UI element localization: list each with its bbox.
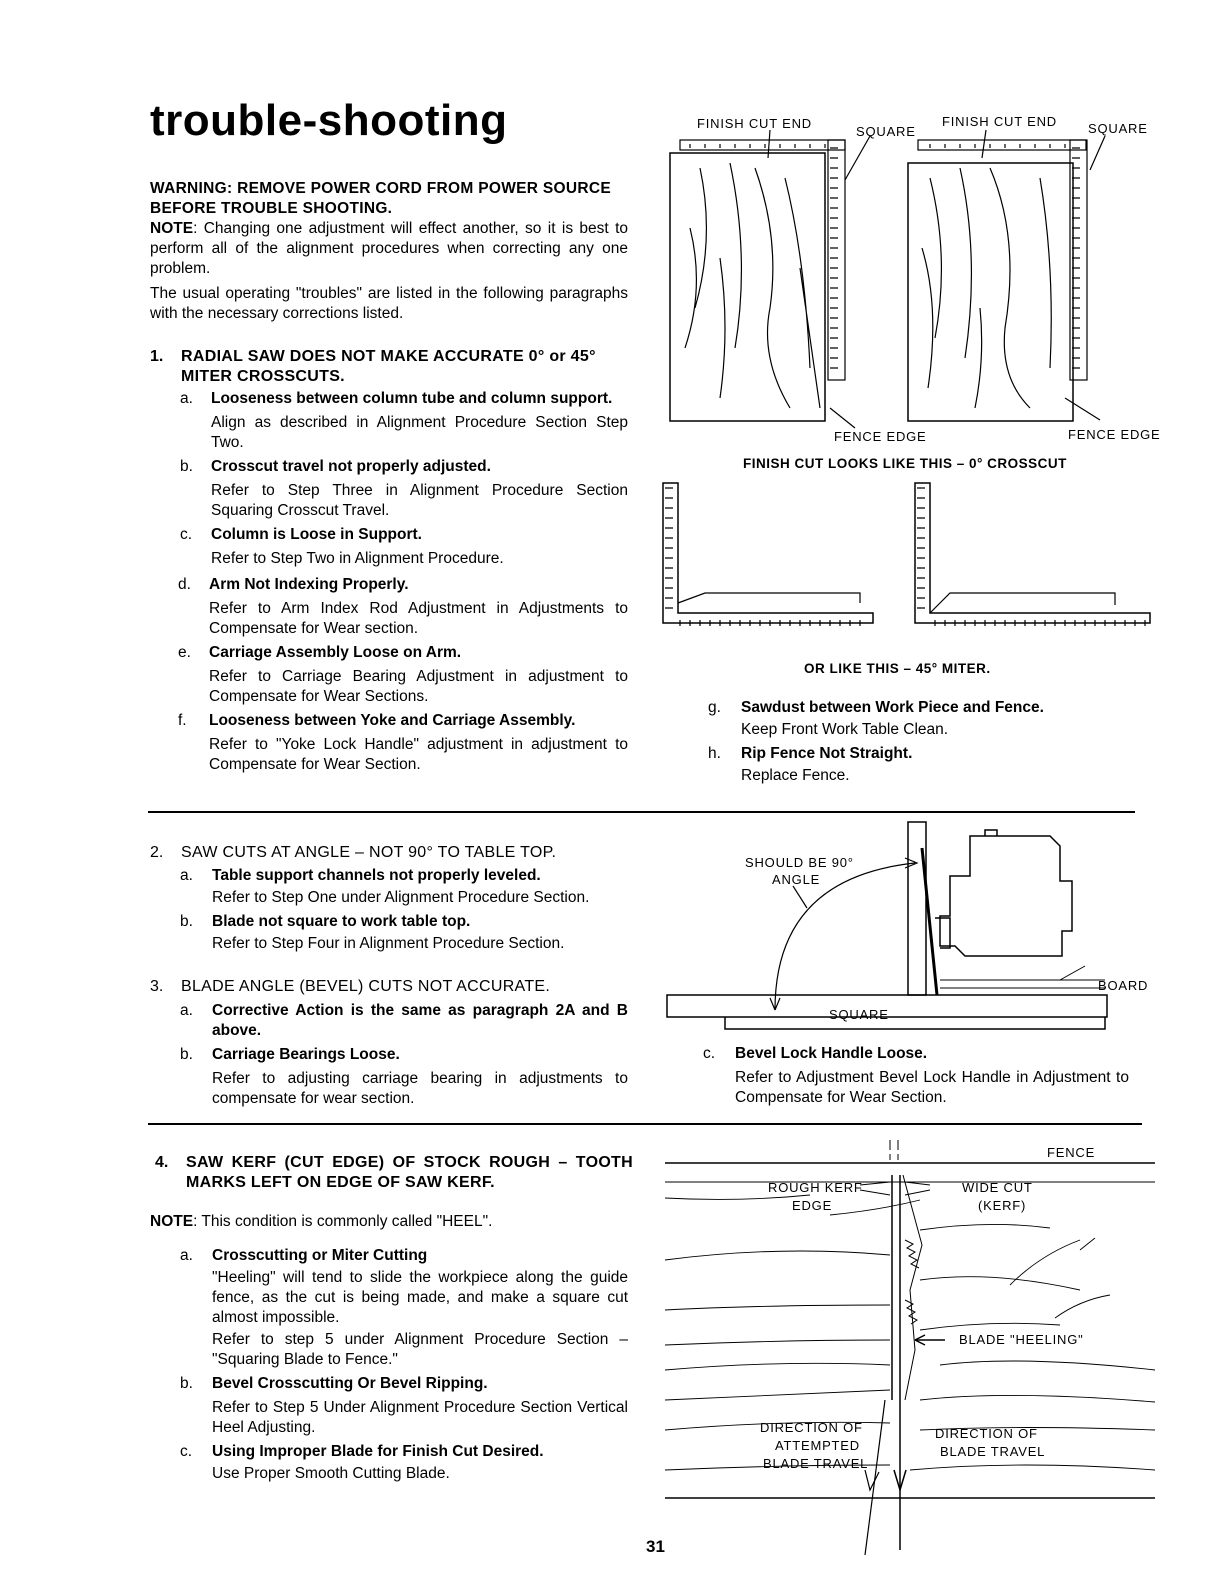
item-body: Refer to Step Two in Alignment Procedure.	[211, 550, 504, 567]
section-4-heading: SAW KERF (CUT EDGE) OF STOCK ROUGH – TOOTH MARKS LEFT ON EDGE OF SAW KERF.	[186, 1154, 633, 1191]
section-divider	[148, 811, 1135, 813]
item-body: Refer to Step Four in Alignment Procedure Section.	[212, 935, 565, 952]
section-3-heading: BLADE ANGLE (BEVEL) CUTS NOT ACCURATE.	[181, 978, 551, 995]
label-rough-kerf-edge: EDGE	[792, 1198, 833, 1213]
section-3-items	[180, 1001, 628, 1109]
finish-cut-figure	[660, 108, 1160, 648]
note-text: : This condition is commonly called "HEEL".	[193, 1213, 493, 1230]
item-body: Refer to Adjustment Bevel Lock Handle in Adjustment to Compensate for Wear Section.	[735, 1069, 1129, 1106]
blade-angle-figure	[665, 818, 1135, 1043]
section-2-items	[180, 866, 628, 954]
section-1-number: 1.	[150, 348, 164, 365]
list-item	[708, 744, 1128, 786]
list-item	[180, 1001, 628, 1041]
section-4-number: 4.	[155, 1154, 169, 1171]
note-label: NOTE	[150, 1213, 194, 1230]
section-2	[150, 843, 630, 863]
label-rough-kerf: ROUGH KERF	[768, 1180, 863, 1195]
label-direction-attempted-1: DIRECTION OF	[760, 1420, 863, 1435]
item-heading: Carriage Assembly Loose on Arm.	[209, 644, 462, 661]
label-should-be-90: SHOULD BE 90°	[745, 855, 854, 870]
item-body: Refer to Step 5 Under Alignment Procedure Section Vertical Heel Adjusting.	[212, 1399, 628, 1436]
item-body: Keep Front Work Table Clean.	[741, 721, 949, 738]
item-letter: c.	[180, 526, 193, 543]
item-heading: Using Improper Blade for Finish Cut Desired.	[212, 1443, 544, 1460]
section-divider	[148, 1123, 1142, 1125]
label-fence: FENCE	[1047, 1145, 1096, 1160]
section-2-heading: SAW CUTS AT ANGLE – NOT 90° TO TABLE TOP.	[181, 844, 557, 861]
item-body: Use Proper Smooth Cutting Blade.	[212, 1465, 450, 1482]
list-item	[180, 711, 628, 775]
label-kerf: (KERF)	[978, 1198, 1027, 1213]
item-letter: a.	[180, 1002, 193, 1019]
label-square-fig2: SQUARE	[829, 1007, 889, 1022]
label-square-1: SQUARE	[856, 124, 916, 139]
list-item	[180, 457, 628, 521]
list-item	[180, 1045, 628, 1109]
label-direction-travel-1: DIRECTION OF	[935, 1426, 1038, 1441]
item-body: Refer to "Yoke Lock Handle" adjustment in adjustment to Compensate for Wear Section.	[209, 736, 628, 773]
item-body-2: Refer to step 5 under Alignment Procedure Section – "Squaring Blade to Fence."	[212, 1331, 628, 1368]
figure-caption-miter: OR LIKE THIS – 45° MITER.	[804, 661, 991, 676]
item-heading: Looseness between Yoke and Carriage Assembly.	[209, 712, 576, 729]
list-item	[180, 525, 628, 569]
item-letter: g.	[708, 699, 721, 716]
item-heading: Bevel Lock Handle Loose.	[735, 1045, 928, 1062]
page-number: 31	[646, 1537, 665, 1556]
label-finish-cut-end-1: FINISH CUT END	[697, 116, 812, 131]
item-heading: Table support channels not properly leveled.	[212, 867, 541, 884]
section-1	[150, 347, 628, 387]
section-1-items	[180, 389, 628, 775]
item-heading: Carriage Bearings Loose.	[212, 1046, 400, 1063]
item-letter: a.	[180, 1247, 193, 1264]
item-letter: b.	[180, 913, 193, 930]
item-body: Refer to Carriage Bearing Adjustment in adjustment to Compensate for Wear Sections.	[209, 668, 628, 705]
item-heading: Looseness between column tube and column support.	[211, 390, 613, 407]
label-angle: ANGLE	[772, 872, 821, 887]
note-label: NOTE	[150, 220, 194, 237]
item-body: Align as described in Alignment Procedure Section Step Two.	[211, 414, 628, 451]
item-letter: h.	[708, 745, 721, 762]
note-paragraph	[150, 219, 628, 279]
label-finish-cut-end-2: FINISH CUT END	[942, 114, 1057, 129]
item-letter: e.	[178, 644, 191, 661]
section-1-items-right	[708, 698, 1128, 786]
section-4-note	[150, 1212, 630, 1232]
item-heading: Crosscut travel not properly adjusted.	[211, 458, 491, 475]
item-body: Refer to Step Three in Alignment Procedure Section Squaring Crosscut Travel.	[211, 482, 628, 519]
label-direction-attempted-3: BLADE TRAVEL	[763, 1456, 869, 1471]
note-text: : Changing one adjustment will effect another, so it is best to perform all of the alignment procedures when correcting any one problem.	[150, 220, 628, 277]
list-item	[180, 1442, 628, 1484]
item-letter: c.	[703, 1045, 716, 1062]
section-4-items	[180, 1246, 628, 1484]
list-item	[180, 389, 628, 453]
item-letter: d.	[178, 576, 191, 593]
item-letter: a.	[180, 867, 193, 884]
item-body: Refer to adjusting carriage bearing in adjustments to compensate for wear section.	[212, 1070, 628, 1107]
item-body: Refer to Arm Index Rod Adjustment in Adjustments to Compensate for Wear section.	[209, 600, 628, 637]
section-3	[150, 977, 630, 997]
item-heading: Rip Fence Not Straight.	[741, 745, 913, 762]
list-item	[180, 643, 628, 707]
item-heading: Arm Not Indexing Properly.	[209, 576, 409, 593]
section-2-number: 2.	[150, 844, 164, 861]
label-blade-heeling: BLADE "HEELING"	[959, 1332, 1084, 1347]
list-item	[708, 698, 1128, 740]
item-letter: a.	[180, 390, 193, 407]
heeling-figure	[660, 1140, 1165, 1555]
item-heading: Corrective Action is the same as paragraph 2A and B above.	[212, 1002, 628, 1039]
section-4	[155, 1153, 633, 1193]
label-board: BOARD	[1098, 978, 1149, 993]
list-item	[180, 575, 628, 639]
figure-caption-crosscut: FINISH CUT LOOKS LIKE THIS – 0° CROSSCUT	[743, 456, 1067, 471]
page-title: trouble-shooting	[150, 96, 508, 145]
item-heading: Sawdust between Work Piece and Fence.	[741, 699, 1044, 716]
label-fence-edge-2: FENCE EDGE	[1068, 427, 1161, 442]
item-letter: c.	[180, 1443, 193, 1460]
label-direction-travel-2: BLADE TRAVEL	[940, 1444, 1046, 1459]
section-3-number: 3.	[150, 978, 164, 995]
section-1-heading: RADIAL SAW DOES NOT MAKE ACCURATE 0° or 45° MITER CROSSCUTS.	[181, 348, 596, 385]
intro-paragraph: The usual operating "troubles" are listed in the following paragraphs with the necessary corrections listed.	[150, 285, 628, 322]
label-fence-edge-1: FENCE EDGE	[834, 429, 927, 444]
item-letter: f.	[178, 712, 187, 729]
item-letter: b.	[180, 1046, 193, 1063]
list-item	[703, 1044, 1129, 1108]
warning-text: WARNING: REMOVE POWER CORD FROM POWER SOURCE BEFORE TROUBLE SHOOTING.	[150, 180, 611, 217]
list-item	[180, 1374, 628, 1438]
list-item	[180, 1246, 628, 1370]
item-body: "Heeling" will tend to slide the workpiece along the guide fence, as the cut is being made, and make a square cut almost impossible.	[212, 1269, 628, 1326]
label-square-2: SQUARE	[1088, 121, 1148, 136]
item-letter: b.	[180, 458, 193, 475]
label-wide-cut: WIDE CUT	[962, 1180, 1033, 1195]
item-heading: Blade not square to work table top.	[212, 913, 471, 930]
list-item	[180, 866, 628, 908]
item-heading: Column is Loose in Support.	[211, 526, 422, 543]
item-body: Refer to Step One under Alignment Procedure Section.	[212, 889, 590, 906]
item-heading: Crosscutting or Miter Cutting	[212, 1247, 428, 1264]
item-body: Replace Fence.	[741, 767, 850, 784]
item-heading: Bevel Crosscutting Or Bevel Ripping.	[212, 1375, 488, 1392]
label-direction-attempted-2: ATTEMPTED	[775, 1438, 860, 1453]
list-item	[180, 912, 628, 954]
item-letter: b.	[180, 1375, 193, 1392]
section-3-item-c	[703, 1044, 1129, 1108]
